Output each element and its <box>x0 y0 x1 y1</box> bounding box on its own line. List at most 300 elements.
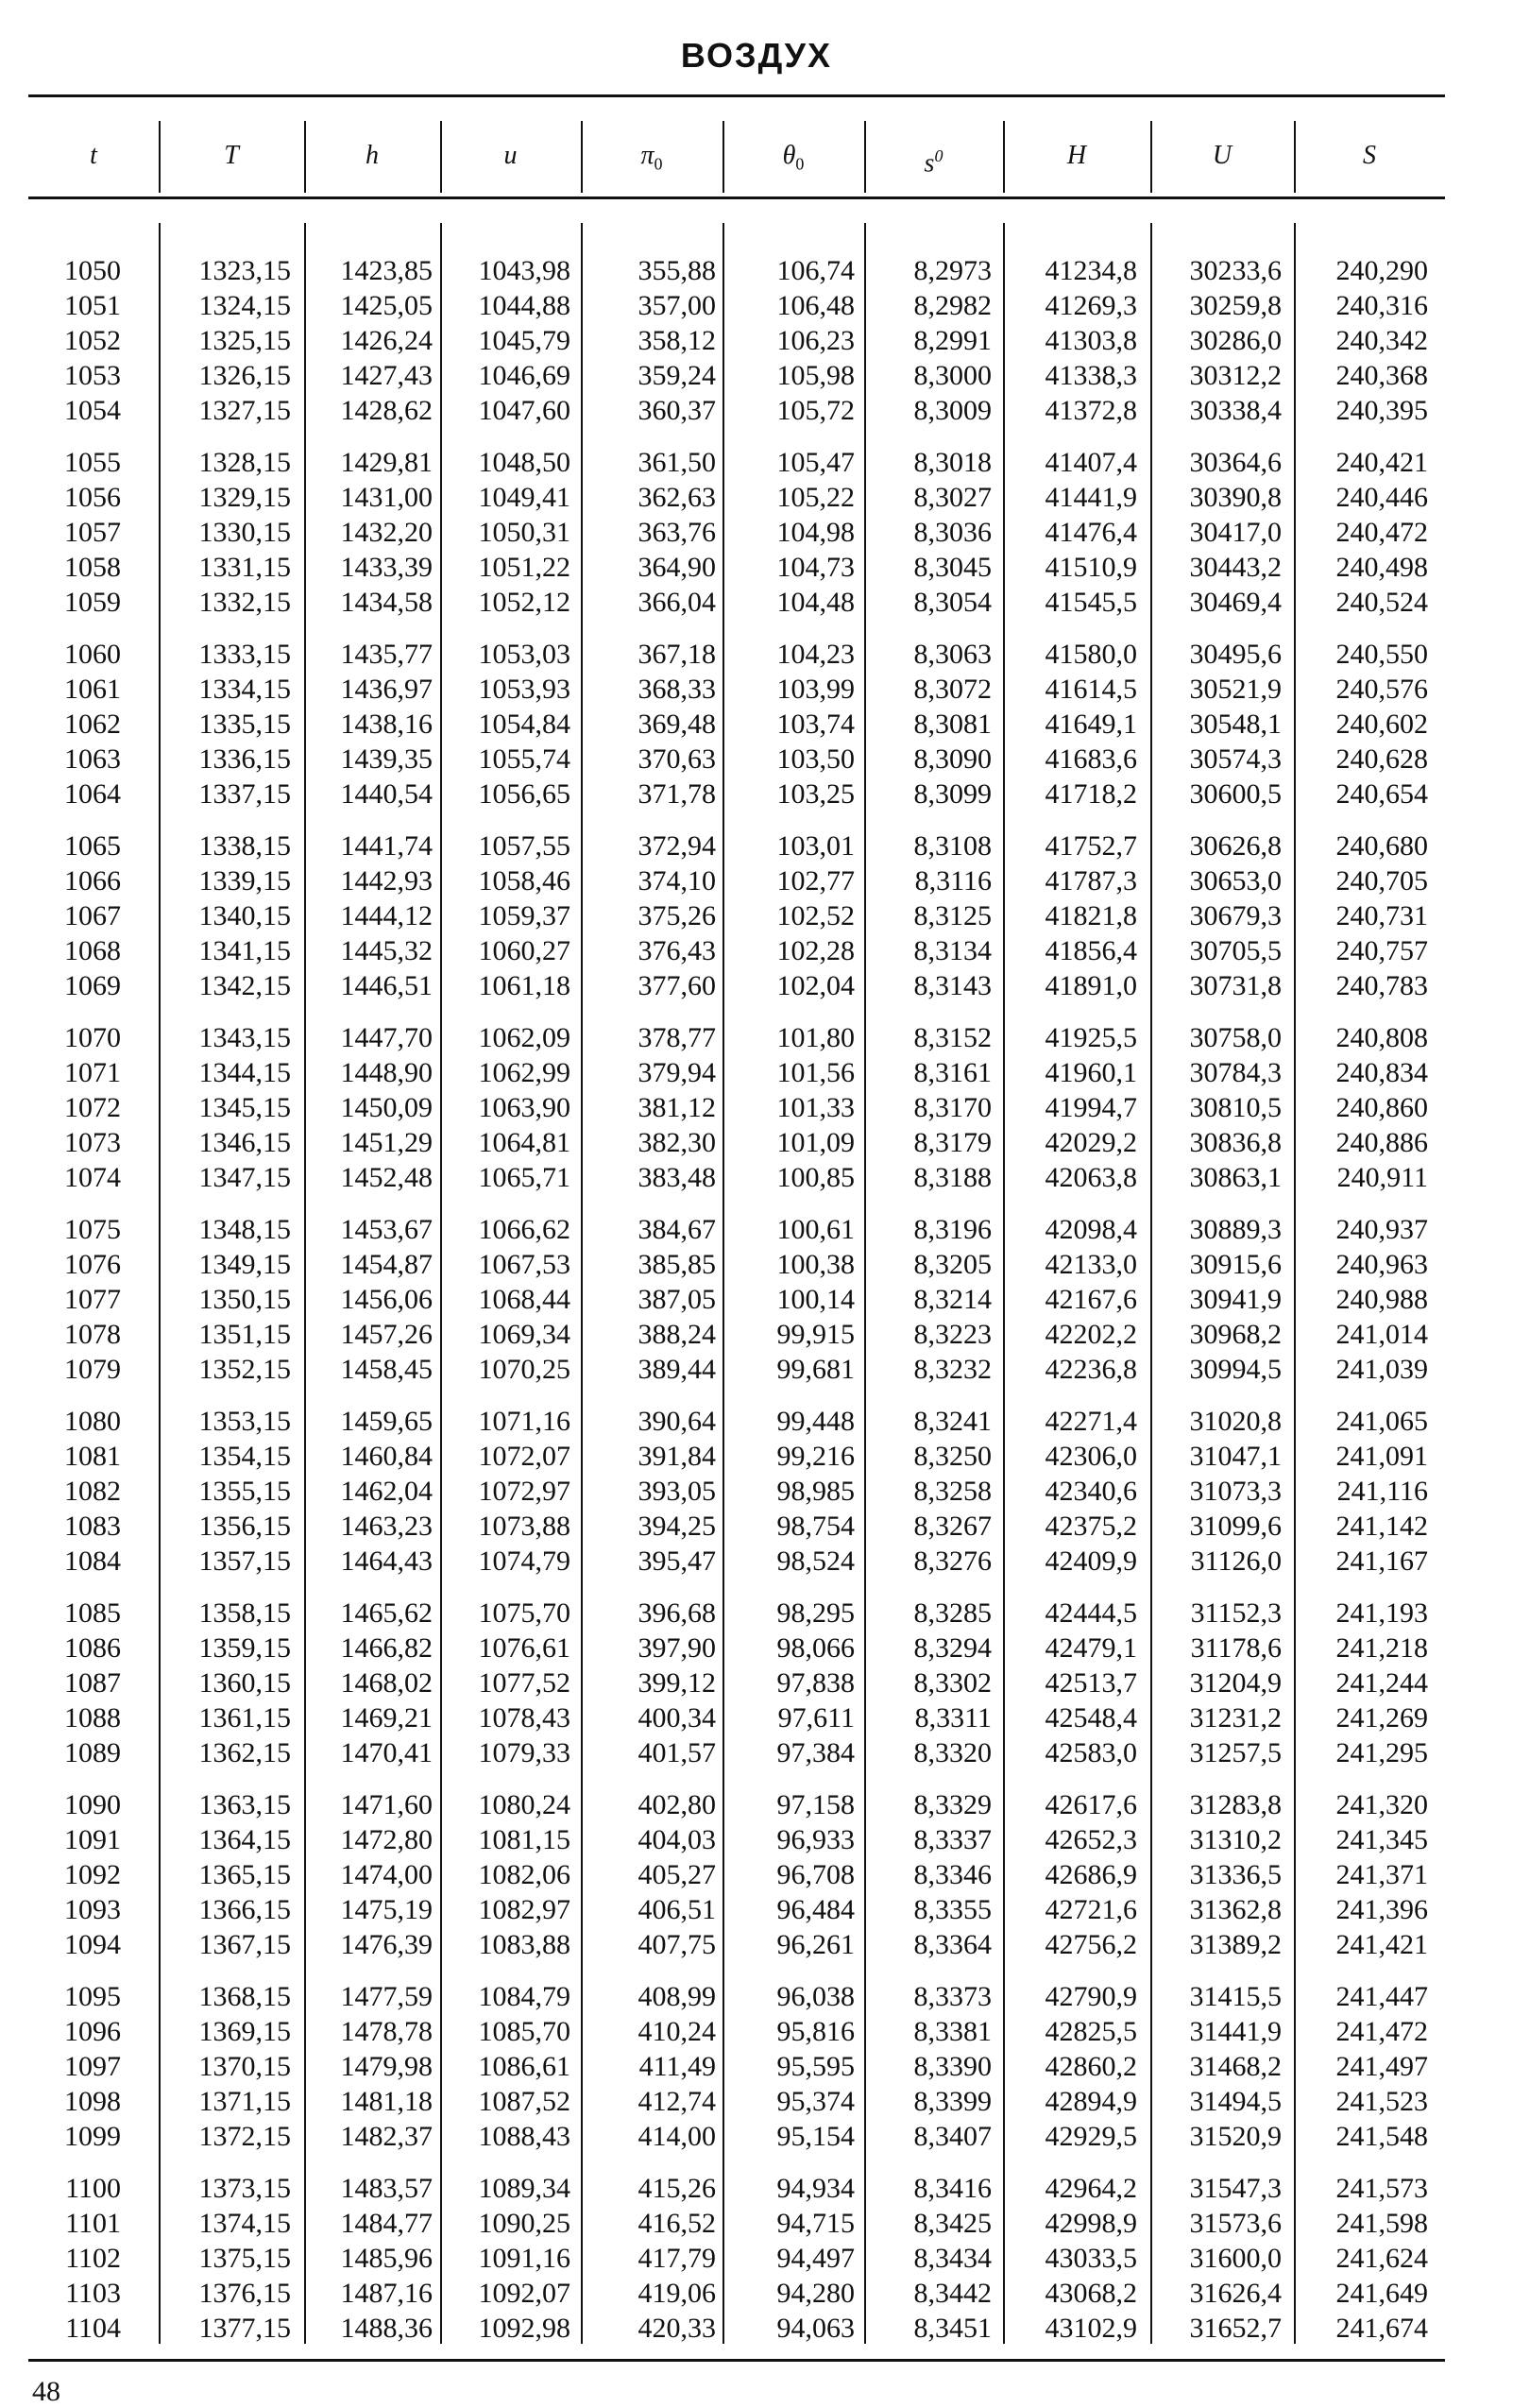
table-cell: 96,038 <box>776 1981 855 2012</box>
table-cell: 1355,15 <box>198 1476 291 1507</box>
table-cell: 1091,16 <box>478 2243 570 2274</box>
table-cell: 1096 <box>64 2016 121 2047</box>
table-cell: 103,01 <box>776 830 855 862</box>
table-cell: 1060,27 <box>478 935 570 966</box>
table-cell: 381,12 <box>638 1092 716 1123</box>
table-cell: 241,371 <box>1335 1859 1428 1890</box>
table-cell: 1076 <box>64 1249 121 1280</box>
table-cell: 8,3346 <box>913 1859 992 1890</box>
table-cell: 1369,15 <box>198 2016 291 2047</box>
table-cell: 31073,3 <box>1189 1476 1282 1507</box>
table-cell: 1346,15 <box>198 1127 291 1158</box>
table-cell: 240,342 <box>1335 325 1428 356</box>
table-cell: 1090 <box>64 1789 121 1820</box>
table-cell: 1073,88 <box>478 1511 570 1542</box>
table-cell: 30915,6 <box>1189 1249 1282 1280</box>
table-cell: 1352,15 <box>198 1354 291 1385</box>
table-cell: 41718,2 <box>1045 778 1137 810</box>
table-cell: 31020,8 <box>1189 1406 1282 1437</box>
table-cell: 8,3329 <box>913 1789 992 1820</box>
table-cell: 42375,2 <box>1045 1511 1137 1542</box>
table-cell: 361,50 <box>638 447 716 478</box>
column-header: u <box>503 141 518 170</box>
table-cell: 374,10 <box>638 865 716 897</box>
table-cell: 8,3179 <box>913 1127 992 1158</box>
table-cell: 241,065 <box>1335 1406 1428 1437</box>
top-rule <box>28 94 1445 97</box>
table-cell: 42444,5 <box>1045 1597 1137 1629</box>
table-cell: 41580,0 <box>1045 639 1137 670</box>
table-cell: 41269,3 <box>1045 290 1137 321</box>
column-header: U <box>1212 141 1232 170</box>
table-cell: 30653,0 <box>1189 865 1282 897</box>
column-divider <box>1003 121 1005 193</box>
table-cell: 1481,18 <box>340 2086 433 2117</box>
table-cell: 8,3294 <box>913 1632 992 1664</box>
table-cell: 240,680 <box>1335 830 1428 862</box>
table-cell: 1086 <box>64 1632 121 1664</box>
table-cell: 241,497 <box>1335 2051 1428 2082</box>
table-cell: 1053,03 <box>478 639 570 670</box>
table-cell: 416,52 <box>638 2208 716 2239</box>
table-cell: 30889,3 <box>1189 1214 1282 1245</box>
table-cell: 1357,15 <box>198 1546 291 1577</box>
table-cell: 1427,43 <box>340 360 433 391</box>
table-cell: 8,3434 <box>913 2243 992 2274</box>
table-cell: 1488,36 <box>340 2313 433 2344</box>
table-cell: 30836,8 <box>1189 1127 1282 1158</box>
table-cell: 1342,15 <box>198 970 291 1001</box>
table-cell: 1478,78 <box>340 2016 433 2047</box>
table-cell: 241,167 <box>1335 1546 1428 1577</box>
table-cell: 1353,15 <box>198 1406 291 1437</box>
table-cell: 400,34 <box>638 1702 716 1733</box>
table-row <box>0 1735 1513 1770</box>
table-cell: 396,68 <box>638 1597 716 1629</box>
table-cell: 1048,50 <box>478 447 570 478</box>
table-row <box>0 288 1513 323</box>
table-cell: 42167,6 <box>1045 1284 1137 1315</box>
table-cell: 1089 <box>64 1737 121 1768</box>
table-cell: 1075 <box>64 1214 121 1245</box>
table-cell: 393,05 <box>638 1476 716 1507</box>
table-cell: 1367,15 <box>198 1929 291 1960</box>
table-row <box>0 2119 1513 2154</box>
table-cell: 362,63 <box>638 482 716 513</box>
table-cell: 30417,0 <box>1189 517 1282 548</box>
table-cell: 357,00 <box>638 290 716 321</box>
table-cell: 1047,60 <box>478 395 570 426</box>
table-cell: 42098,4 <box>1045 1214 1137 1245</box>
row-group <box>0 637 1513 811</box>
table-body <box>0 253 1513 2363</box>
table-cell: 101,56 <box>776 1057 855 1088</box>
table-cell: 1326,15 <box>198 360 291 391</box>
table-cell: 1058,46 <box>478 865 570 897</box>
table-cell: 42063,8 <box>1045 1162 1137 1193</box>
table-cell: 96,933 <box>776 1824 855 1855</box>
table-cell: 371,78 <box>638 778 716 810</box>
table-cell: 1067 <box>64 900 121 931</box>
row-group <box>0 1404 1513 1579</box>
table-cell: 1052,12 <box>478 587 570 618</box>
table-cell: 30941,9 <box>1189 1284 1282 1315</box>
table-cell: 240,602 <box>1335 709 1428 740</box>
table-cell: 106,74 <box>776 255 855 286</box>
table-cell: 1425,05 <box>340 290 433 321</box>
table-cell: 406,51 <box>638 1894 716 1925</box>
table-cell: 1436,97 <box>340 674 433 705</box>
table-cell: 1351,15 <box>198 1319 291 1350</box>
column-divider <box>722 121 724 193</box>
table-cell: 1052 <box>64 325 121 356</box>
table-cell: 42617,6 <box>1045 1789 1137 1820</box>
table-cell: 1454,87 <box>340 1249 433 1280</box>
table-row <box>0 1787 1513 1822</box>
table-cell: 101,80 <box>776 1022 855 1053</box>
table-cell: 95,154 <box>776 2121 855 2152</box>
table-cell: 240,886 <box>1335 1127 1428 1158</box>
table-cell: 404,03 <box>638 1824 716 1855</box>
table-cell: 1327,15 <box>198 395 291 426</box>
table-cell: 30364,6 <box>1189 447 1282 478</box>
table-cell: 1063 <box>64 743 121 775</box>
table-cell: 1446,51 <box>340 970 433 1001</box>
table-cell: 95,374 <box>776 2086 855 2117</box>
table-cell: 1095 <box>64 1981 121 2012</box>
table-cell: 1349,15 <box>198 1249 291 1280</box>
table-cell: 1068,44 <box>478 1284 570 1315</box>
table-cell: 1067,53 <box>478 1249 570 1280</box>
table-cell: 375,26 <box>638 900 716 931</box>
table-cell: 8,3258 <box>913 1476 992 1507</box>
table-cell: 241,345 <box>1335 1824 1428 1855</box>
table-cell: 42409,9 <box>1045 1546 1137 1577</box>
table-cell: 8,3311 <box>914 1702 992 1733</box>
table-row <box>0 898 1513 933</box>
table-row <box>0 253 1513 288</box>
table-row <box>0 1317 1513 1352</box>
table-cell: 405,27 <box>638 1859 716 1890</box>
table-row <box>0 2049 1513 2084</box>
table-cell: 1487,16 <box>340 2278 433 2309</box>
table-cell: 42340,6 <box>1045 1476 1137 1507</box>
table-cell: 370,63 <box>638 743 716 775</box>
table-cell: 8,3152 <box>913 1022 992 1053</box>
table-cell: 30968,2 <box>1189 1319 1282 1350</box>
table-cell: 1062,09 <box>478 1022 570 1053</box>
table-cell: 387,05 <box>638 1284 716 1315</box>
table-cell: 399,12 <box>638 1667 716 1699</box>
table-cell: 30338,4 <box>1189 395 1282 426</box>
table-cell: 42202,2 <box>1045 1319 1137 1350</box>
table-cell: 1064,81 <box>478 1127 570 1158</box>
row-group <box>0 445 1513 620</box>
column-header: t <box>90 141 97 170</box>
table-cell: 1444,12 <box>340 900 433 931</box>
table-cell: 8,3381 <box>913 2016 992 2047</box>
table-cell: 41752,7 <box>1045 830 1137 862</box>
table-cell: 41821,8 <box>1045 900 1137 931</box>
table-row <box>0 968 1513 1003</box>
table-cell: 1072 <box>64 1092 121 1123</box>
table-cell: 1063,90 <box>478 1092 570 1123</box>
table-cell: 101,09 <box>776 1127 855 1158</box>
table-cell: 41614,5 <box>1045 674 1137 705</box>
table-cell: 98,524 <box>776 1546 855 1577</box>
table-cell: 30312,2 <box>1189 360 1282 391</box>
table-cell: 1339,15 <box>198 865 291 897</box>
table-cell: 98,066 <box>776 1632 855 1664</box>
table-cell: 8,3407 <box>913 2121 992 2152</box>
table-cell: 99,216 <box>776 1441 855 1472</box>
table-cell: 94,934 <box>776 2173 855 2204</box>
row-group <box>0 253 1513 428</box>
table-cell: 1071 <box>64 1057 121 1088</box>
table-row <box>0 777 1513 811</box>
table-cell: 1087 <box>64 1667 121 1699</box>
table-cell: 1457,26 <box>340 1319 433 1350</box>
table-cell: 99,448 <box>776 1406 855 1437</box>
table-row <box>0 1474 1513 1509</box>
table-row <box>0 1160 1513 1195</box>
table-cell: 42929,5 <box>1045 2121 1137 2152</box>
table-cell: 359,24 <box>638 360 716 391</box>
table-cell: 42721,6 <box>1045 1894 1137 1925</box>
table-cell: 31494,5 <box>1189 2086 1282 2117</box>
table-cell: 1451,29 <box>340 1127 433 1158</box>
table-cell: 8,3276 <box>913 1546 992 1577</box>
table-cell: 104,73 <box>776 552 855 583</box>
table-cell: 240,963 <box>1335 1249 1428 1280</box>
table-cell: 240,576 <box>1335 674 1428 705</box>
table-cell: 30626,8 <box>1189 830 1282 862</box>
table-cell: 1340,15 <box>198 900 291 931</box>
table-cell: 41683,6 <box>1045 743 1137 775</box>
table-cell: 1071,16 <box>478 1406 570 1437</box>
table-cell: 240,834 <box>1335 1057 1428 1088</box>
row-group <box>0 2171 1513 2346</box>
row-group <box>0 828 1513 1003</box>
table-cell: 1460,84 <box>340 1441 433 1472</box>
table-cell: 382,30 <box>638 1127 716 1158</box>
table-cell: 389,44 <box>638 1354 716 1385</box>
table-cell: 42271,4 <box>1045 1406 1137 1437</box>
table-cell: 1045,79 <box>478 325 570 356</box>
table-cell: 41510,9 <box>1045 552 1137 583</box>
table-cell: 241,142 <box>1335 1511 1428 1542</box>
table-cell: 241,091 <box>1335 1441 1428 1472</box>
table-cell: 1088 <box>64 1702 121 1733</box>
table-cell: 41649,1 <box>1045 709 1137 740</box>
table-cell: 105,47 <box>776 447 855 478</box>
table-cell: 1325,15 <box>198 325 291 356</box>
table-cell: 8,2991 <box>913 325 992 356</box>
table-cell: 1091 <box>64 1824 121 1855</box>
table-cell: 8,3170 <box>913 1092 992 1123</box>
table-cell: 383,48 <box>638 1162 716 1193</box>
table-cell: 31415,5 <box>1189 1981 1282 2012</box>
table-cell: 1062 <box>64 709 121 740</box>
table-cell: 1072,07 <box>478 1441 570 1472</box>
table-cell: 42686,9 <box>1045 1859 1137 1890</box>
table-cell: 1330,15 <box>198 517 291 548</box>
row-group <box>0 1212 1513 1387</box>
table-cell: 97,384 <box>776 1737 855 1768</box>
table-cell: 8,3161 <box>913 1057 992 1088</box>
table-cell: 419,06 <box>638 2278 716 2309</box>
table-cell: 1471,60 <box>340 1789 433 1820</box>
table-cell: 1061 <box>64 674 121 705</box>
table-cell: 397,90 <box>638 1632 716 1664</box>
table-cell: 1477,59 <box>340 1981 433 2012</box>
table-cell: 369,48 <box>638 709 716 740</box>
table-cell: 368,33 <box>638 674 716 705</box>
table-cell: 1087,52 <box>478 2086 570 2117</box>
table-cell: 1336,15 <box>198 743 291 775</box>
table-cell: 241,598 <box>1335 2208 1428 2239</box>
table-cell: 95,816 <box>776 2016 855 2047</box>
table-cell: 106,23 <box>776 325 855 356</box>
table-row <box>0 1247 1513 1282</box>
table-cell: 103,99 <box>776 674 855 705</box>
header-rule <box>28 196 1445 199</box>
table-cell: 8,3045 <box>913 552 992 583</box>
table-cell: 1082 <box>64 1476 121 1507</box>
table-cell: 42133,0 <box>1045 1249 1137 1280</box>
table-cell: 1099 <box>64 2121 121 2152</box>
table-cell: 1359,15 <box>198 1632 291 1664</box>
table-cell: 96,708 <box>776 1859 855 1890</box>
column-header: $s^0$ <box>924 146 944 179</box>
table-cell: 1458,45 <box>340 1354 433 1385</box>
column-divider <box>1150 121 1152 193</box>
table-cell: 1474,00 <box>340 1859 433 1890</box>
column-header: S <box>1363 141 1376 170</box>
table-cell: 105,98 <box>776 360 855 391</box>
table-cell: 1084,79 <box>478 1981 570 2012</box>
table-cell: 1086,61 <box>478 2051 570 2082</box>
table-cell: 1061,18 <box>478 970 570 1001</box>
table-cell: 1485,96 <box>340 2243 433 2274</box>
table-cell: 1463,23 <box>340 1511 433 1542</box>
table-row <box>0 2014 1513 2049</box>
table-cell: 8,3205 <box>913 1249 992 1280</box>
table-cell: 31126,0 <box>1190 1546 1282 1577</box>
table-cell: 8,3373 <box>913 1981 992 2012</box>
table-cell: 1084 <box>64 1546 121 1577</box>
table-row <box>0 1822 1513 1857</box>
table-cell: 240,395 <box>1335 395 1428 426</box>
table-cell: 1055,74 <box>478 743 570 775</box>
table-cell: 1374,15 <box>198 2208 291 2239</box>
table-cell: 366,04 <box>638 587 716 618</box>
row-group <box>0 1979 1513 2154</box>
table-cell: 42236,8 <box>1045 1354 1137 1385</box>
table-cell: 31547,3 <box>1189 2173 1282 2204</box>
table-cell: 30600,5 <box>1189 778 1282 810</box>
table-cell: 43068,2 <box>1045 2278 1137 2309</box>
table-cell: 30390,8 <box>1189 482 1282 513</box>
table-cell: 1074,79 <box>478 1546 570 1577</box>
table-row <box>0 2171 1513 2206</box>
table-cell: 1050,31 <box>478 517 570 548</box>
table-cell: 1335,15 <box>198 709 291 740</box>
table-cell: 30810,5 <box>1189 1092 1282 1123</box>
table-cell: 31389,2 <box>1189 1929 1282 1960</box>
table-cell: 31336,5 <box>1189 1859 1282 1890</box>
table-cell: 41787,3 <box>1045 865 1137 897</box>
table-cell: 1348,15 <box>198 1214 291 1245</box>
table-cell: 30469,4 <box>1189 587 1282 618</box>
table-cell: 30233,6 <box>1189 255 1282 286</box>
table-cell: 378,77 <box>638 1022 716 1053</box>
table-cell: 241,218 <box>1335 1632 1428 1664</box>
table-cell: 41372,8 <box>1045 395 1137 426</box>
column-divider <box>1294 121 1296 193</box>
table-cell: 391,84 <box>638 1441 716 1472</box>
table-cell: 8,3018 <box>913 447 992 478</box>
table-cell: 30784,3 <box>1189 1057 1282 1088</box>
table-cell: 103,50 <box>776 743 855 775</box>
table-row <box>0 480 1513 515</box>
table-cell: 94,497 <box>776 2243 855 2274</box>
table-row <box>0 1055 1513 1090</box>
table-cell: 240,472 <box>1335 517 1428 548</box>
table-cell: 8,3090 <box>913 743 992 775</box>
table-cell: 8,3134 <box>913 935 992 966</box>
table-cell: 1372,15 <box>198 2121 291 2152</box>
table-cell: 42894,9 <box>1045 2086 1137 2117</box>
table-cell: 1358,15 <box>198 1597 291 1629</box>
table-cell: 1333,15 <box>198 639 291 670</box>
table-row <box>0 1700 1513 1735</box>
table-cell: 1438,16 <box>340 709 433 740</box>
table-cell: 1366,15 <box>198 1894 291 1925</box>
table-cell: 1341,15 <box>198 935 291 966</box>
table-row <box>0 1090 1513 1125</box>
table-cell: 1074 <box>64 1162 121 1193</box>
table-cell: 1066,62 <box>478 1214 570 1245</box>
table-cell: 1085 <box>64 1597 121 1629</box>
table-cell: 42583,0 <box>1045 1737 1137 1768</box>
table-cell: 1070 <box>64 1022 121 1053</box>
table-cell: 31573,6 <box>1189 2208 1282 2239</box>
table-cell: 1371,15 <box>198 2086 291 2117</box>
row-group <box>0 1787 1513 1962</box>
table-cell: 42825,5 <box>1045 2016 1137 2047</box>
table-cell: 241,548 <box>1335 2121 1428 2152</box>
table-cell: 1445,32 <box>340 935 433 966</box>
table-row <box>0 1125 1513 1160</box>
table-cell: 1452,48 <box>340 1162 433 1193</box>
table-row <box>0 707 1513 742</box>
table-cell: 1092 <box>64 1859 121 1890</box>
table-cell: 8,3072 <box>913 674 992 705</box>
table-cell: 8,3108 <box>913 830 992 862</box>
table-row <box>0 1665 1513 1700</box>
table-cell: 240,860 <box>1335 1092 1428 1123</box>
row-group <box>0 1596 1513 1770</box>
table-cell: 240,911 <box>1336 1162 1428 1193</box>
table-cell: 420,33 <box>638 2313 716 2344</box>
table-row <box>0 1020 1513 1055</box>
table-row <box>0 933 1513 968</box>
table-cell: 30443,2 <box>1189 552 1282 583</box>
table-cell: 100,14 <box>776 1284 855 1315</box>
table-cell: 31652,7 <box>1189 2313 1282 2344</box>
table-cell: 8,2982 <box>913 290 992 321</box>
